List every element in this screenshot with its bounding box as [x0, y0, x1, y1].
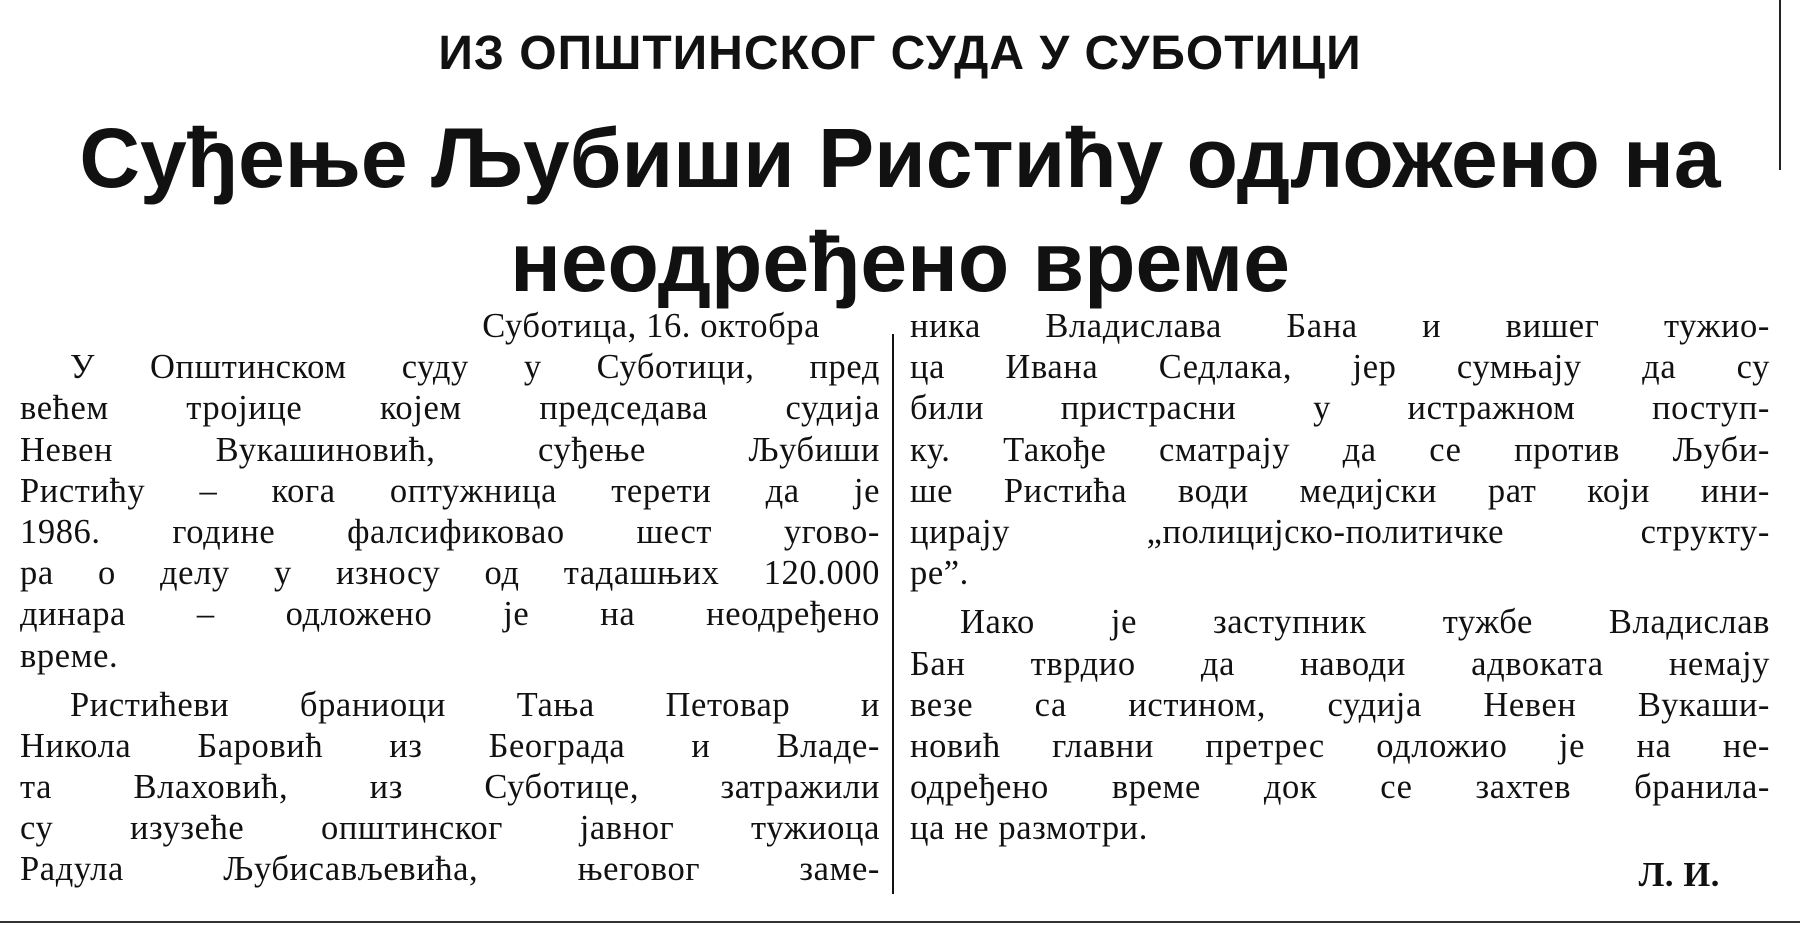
column-rule	[892, 334, 894, 894]
text-line: ца Ивана Седлака, јер сумњају да су	[910, 348, 1770, 387]
text-line: ре”.	[910, 554, 969, 593]
text-line: везе са истином, судија Невен Вукаши-	[910, 685, 1770, 724]
text-line: ра о делу у износу од тадашњих 120.000	[20, 554, 880, 593]
text-line: динара – одложено је на неодређено	[20, 595, 880, 634]
text-line: били пристрасни у истражном поступ-	[910, 389, 1770, 428]
article-column-right	[910, 306, 1770, 897]
dateline: Суботица, 16. октобра	[482, 307, 820, 345]
text-line: ца не размотри.	[910, 809, 1148, 848]
headline-line: Суђење Љубиши Ристићу одложено на	[79, 111, 1721, 205]
article-column-left	[20, 306, 880, 891]
text-line: већем тројице којем председава судија	[20, 389, 880, 428]
text-line: су изузеће општинског јавног тужиоца	[20, 809, 880, 848]
text-line: време.	[20, 636, 119, 675]
text-line: ку. Такође сматрају да се против Љуби-	[910, 430, 1770, 469]
text-line: 1986. године фалсификовао шест угово-	[20, 512, 880, 551]
text-line: Ристићеви браниоци Тања Петовар и	[70, 685, 880, 724]
text-line: одређено време док се захтев бранила-	[910, 768, 1770, 807]
text-line: Никола Баровић из Београда и Владе-	[20, 726, 880, 765]
text-line: цирају „полицијско-политичке структу-	[910, 512, 1770, 551]
text-line: новић главни претрес одложио је на не-	[910, 726, 1770, 765]
text-line: та Влаховић, из Суботице, затражили	[20, 768, 880, 807]
clipping-bottom-edge	[0, 921, 1800, 923]
text-line: Радула Љубисављевића, његовог заме-	[20, 850, 880, 889]
text-line: Иако је заступник тужбе Владислав	[960, 603, 1770, 642]
author-signature: Л. И.	[1638, 856, 1720, 895]
headline-line: неодређено време	[510, 215, 1290, 309]
text-line: Ристићу – кога оптужница терети да је	[20, 471, 880, 510]
kicker: ИЗ ОПШТИНСКОГ СУДА У СУБОТИЦИ	[438, 27, 1362, 80]
text-line: Бан тврдио да наводи адвоката немају	[910, 644, 1770, 683]
headline	[0, 106, 1800, 314]
text-line: ника Владислава Бана и вишег тужио-	[910, 307, 1770, 345]
text-line: Невен Вукашиновић, суђење Љубиши	[20, 430, 880, 469]
text-line: У Општинском суду у Суботици, пред	[70, 348, 880, 387]
text-line: ше Ристића води медијски рат који ини-	[910, 471, 1770, 510]
